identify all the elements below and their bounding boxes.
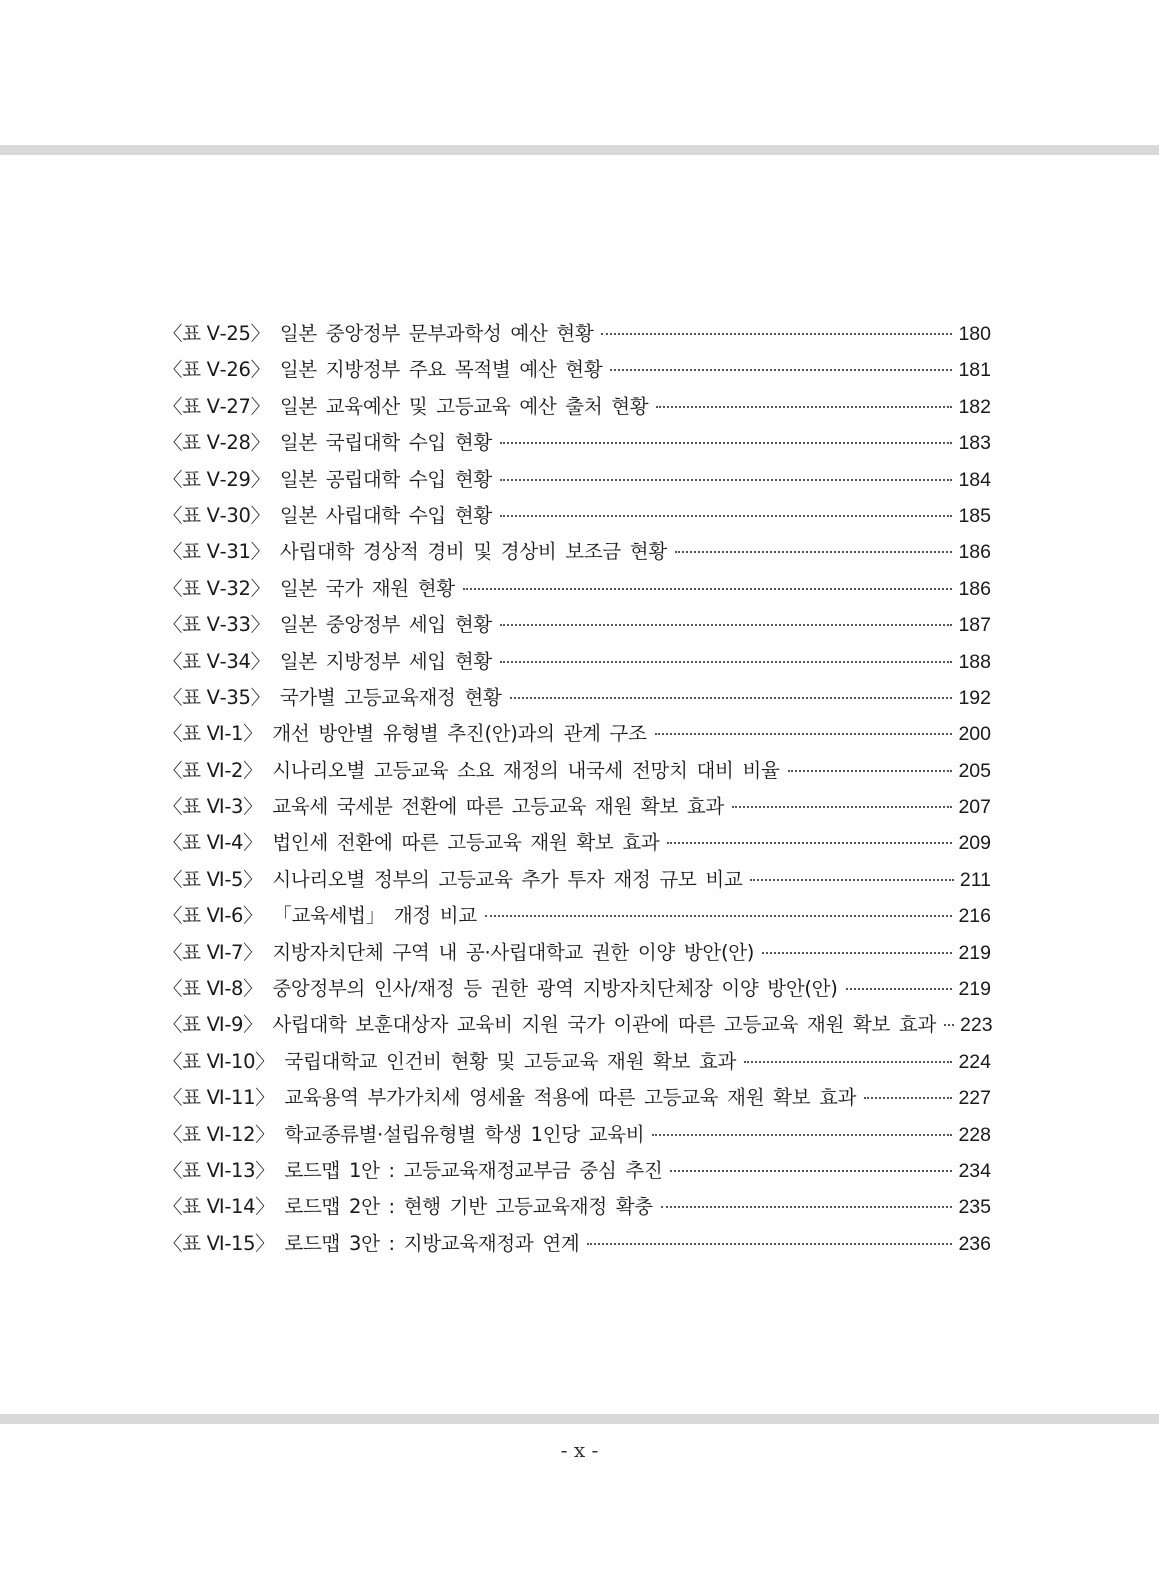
toc-entry[interactable] (163, 935, 991, 971)
toc-entry[interactable] (163, 753, 991, 789)
dot-leader (864, 1097, 952, 1099)
toc-entry[interactable] (163, 862, 991, 898)
entry-label: 〈표 Ⅴ-31〉 (163, 540, 270, 564)
entry-page-number: 187 (958, 614, 991, 637)
entry-page-number: 207 (958, 796, 991, 819)
entry-page-number: 209 (958, 832, 991, 855)
entry-label: 〈표 Ⅵ-13〉 (163, 1158, 275, 1182)
toc-entry[interactable] (163, 1153, 991, 1189)
toc-entry[interactable] (163, 607, 991, 643)
entry-title: 개선 방안별 유형별 추진(안)과의 관계 구조 (272, 722, 647, 746)
dot-leader (732, 806, 953, 808)
toc-entry[interactable] (163, 571, 991, 607)
dot-leader (500, 515, 953, 517)
entry-title: 일본 지방정부 주요 목적별 예산 현황 (279, 358, 603, 382)
entry-label: 〈표 Ⅵ-9〉 (163, 1013, 263, 1037)
entry-page-number: 219 (958, 941, 991, 964)
entry-title: 로드맵 2안 : 현행 기반 고등교육재정 확충 (284, 1195, 653, 1219)
dot-leader (500, 624, 953, 626)
toc-entry[interactable] (163, 534, 991, 570)
toc-entry[interactable] (163, 1117, 991, 1153)
page-number: - x - (560, 1438, 599, 1462)
dot-leader (485, 915, 953, 917)
toc-entry[interactable] (163, 462, 991, 498)
entry-page-number: 216 (958, 905, 991, 928)
entry-label: 〈표 Ⅵ-10〉 (163, 1049, 275, 1073)
entry-title: 일본 공립대학 수입 현황 (279, 467, 492, 491)
entry-title: 사립대학 보훈대상자 교육비 지원 국가 이관에 따른 고등교육 재원 확보 효과 (272, 1013, 937, 1037)
entry-page-number: 205 (958, 759, 991, 782)
dot-leader (500, 442, 953, 444)
entry-label: 〈표 Ⅵ-7〉 (163, 940, 263, 964)
entry-title: 「교육세법」 개정 비교 (272, 904, 477, 928)
dot-leader (846, 988, 953, 990)
entry-title: 일본 교육예산 및 고등교육 예산 출처 현황 (279, 394, 649, 418)
dot-leader (500, 479, 953, 481)
entry-page-number: 182 (958, 395, 991, 418)
toc-entry[interactable] (163, 971, 991, 1007)
entry-title: 교육세 국세분 전환에 따른 고등교육 재원 확보 효과 (272, 795, 724, 819)
toc-entry[interactable] (163, 1189, 991, 1225)
dot-leader (661, 1206, 953, 1208)
toc-entry[interactable] (163, 680, 991, 716)
dot-leader (610, 369, 952, 371)
entry-page-number: 200 (958, 723, 991, 746)
entry-label: 〈표 Ⅵ-4〉 (163, 831, 263, 855)
entry-label: 〈표 Ⅵ-12〉 (163, 1122, 275, 1146)
entry-label: 〈표 Ⅵ-3〉 (163, 795, 263, 819)
entry-title: 법인세 전환에 따른 고등교육 재원 확보 효과 (272, 831, 660, 855)
entry-title: 일본 국가 재원 현황 (279, 576, 455, 600)
dot-leader (762, 952, 952, 954)
entry-page-number: 219 (958, 978, 991, 1001)
dot-leader (750, 879, 953, 881)
toc-entry[interactable] (163, 1007, 991, 1043)
entry-page-number: 185 (958, 504, 991, 527)
entry-page-number: 235 (958, 1196, 991, 1219)
toc-entry[interactable] (163, 716, 991, 752)
entry-page-number: 192 (958, 686, 991, 709)
table-of-contents (163, 316, 991, 1262)
entry-label: 〈표 Ⅴ-26〉 (163, 358, 270, 382)
entry-title: 교육용역 부가가치세 영세율 적용에 따른 고등교육 재원 확보 효과 (284, 1086, 857, 1110)
entry-page-number: 223 (960, 1014, 993, 1037)
entry-page-number: 234 (958, 1159, 991, 1182)
dot-leader (500, 661, 953, 663)
entry-title: 일본 중앙정부 세입 현황 (279, 613, 492, 637)
entry-label: 〈표 Ⅴ-30〉 (163, 503, 270, 527)
toc-entry[interactable] (163, 1080, 991, 1116)
entry-label: 〈표 Ⅴ-34〉 (163, 649, 270, 673)
dot-leader (670, 1170, 952, 1172)
entry-title: 일본 중앙정부 문부과학성 예산 현황 (279, 322, 594, 345)
entry-label: 〈표 Ⅴ-27〉 (163, 394, 270, 418)
toc-entry[interactable] (163, 498, 991, 534)
entry-label: 〈표 Ⅵ-15〉 (163, 1231, 275, 1255)
dot-leader (675, 551, 953, 553)
entry-label: 〈표 Ⅵ-5〉 (163, 867, 263, 891)
toc-entry[interactable] (163, 1044, 991, 1080)
toc-entry[interactable] (163, 1226, 991, 1262)
dot-leader (656, 406, 952, 408)
entry-title: 사립대학 경상적 경비 및 경상비 보조금 현황 (279, 540, 667, 564)
dot-leader (463, 588, 953, 590)
entry-title: 일본 지방정부 세입 현황 (279, 649, 492, 673)
entry-page-number: 180 (958, 323, 991, 345)
toc-entry[interactable] (163, 389, 991, 425)
entry-label: 〈표 Ⅴ-29〉 (163, 467, 270, 491)
entry-label: 〈표 Ⅴ-28〉 (163, 431, 270, 455)
entry-page-number: 188 (958, 650, 991, 673)
dot-leader (655, 733, 953, 735)
dot-leader (652, 1134, 952, 1136)
entry-title: 일본 사립대학 수입 현황 (279, 503, 492, 527)
toc-entry[interactable] (163, 352, 991, 388)
entry-title: 시나리오별 고등교육 소요 재정의 내국세 전망치 대비 비율 (272, 758, 780, 782)
entry-title: 지방자치단체 구역 내 공·사립대학교 권한 이양 방안(안) (272, 940, 755, 964)
entry-label: 〈표 Ⅴ-25〉 (163, 322, 270, 345)
entry-title: 일본 국립대학 수입 현황 (279, 431, 492, 455)
entry-page-number: 236 (958, 1232, 991, 1255)
entry-title: 국립대학교 인건비 현황 및 고등교육 재원 확보 효과 (284, 1049, 737, 1073)
dot-leader (587, 1243, 952, 1245)
entry-label: 〈표 Ⅴ-33〉 (163, 613, 270, 637)
toc-entry[interactable] (163, 425, 991, 461)
entry-label: 〈표 Ⅵ-6〉 (163, 904, 263, 928)
dot-leader (510, 697, 953, 699)
dot-leader (601, 333, 952, 335)
toc-entry[interactable] (163, 316, 991, 352)
entry-label: 〈표 Ⅵ-14〉 (163, 1195, 275, 1219)
entry-title: 로드맵 3안 : 지방교육재정과 연계 (284, 1231, 580, 1255)
entry-page-number: 211 (959, 868, 991, 891)
entry-title: 국가별 고등교육재정 현황 (279, 685, 502, 709)
dot-leader (744, 1061, 952, 1063)
toc-entry[interactable] (163, 825, 991, 861)
entry-title: 학교종류별·설립유형별 학생 1인당 교육비 (284, 1122, 645, 1146)
toc-entry[interactable] (163, 898, 991, 934)
dot-leader (944, 1024, 954, 1026)
header-divider (0, 145, 1159, 155)
entry-label: 〈표 Ⅵ-8〉 (163, 977, 263, 1001)
dot-leader (788, 770, 953, 772)
entry-page-number: 181 (958, 359, 991, 382)
entry-page-number: 184 (958, 468, 991, 491)
entry-page-number: 227 (958, 1087, 991, 1110)
entry-label: 〈표 Ⅵ-11〉 (163, 1086, 275, 1110)
toc-entry[interactable] (163, 644, 991, 680)
entry-title: 중앙정부의 인사/재정 등 권한 광역 지방자치단체장 이양 방안(안) (272, 977, 838, 1001)
footer-divider (0, 1414, 1159, 1424)
entry-page-number: 186 (958, 577, 991, 600)
entry-page-number: 224 (958, 1050, 991, 1073)
entry-page-number: 183 (958, 432, 991, 455)
entry-label: 〈표 Ⅴ-32〉 (163, 576, 270, 600)
entry-title: 로드맵 1안 : 고등교육재정교부금 중심 추진 (284, 1158, 663, 1182)
entry-page-number: 228 (958, 1123, 991, 1146)
entry-label: 〈표 Ⅵ-2〉 (163, 758, 263, 782)
entry-label: 〈표 Ⅴ-35〉 (163, 685, 270, 709)
toc-entry[interactable] (163, 789, 991, 825)
entry-label: 〈표 Ⅵ-1〉 (163, 722, 263, 746)
dot-leader (667, 842, 952, 844)
entry-title: 시나리오별 정부의 고등교육 추가 투자 재정 규모 비교 (272, 867, 743, 891)
entry-page-number: 186 (958, 541, 991, 564)
